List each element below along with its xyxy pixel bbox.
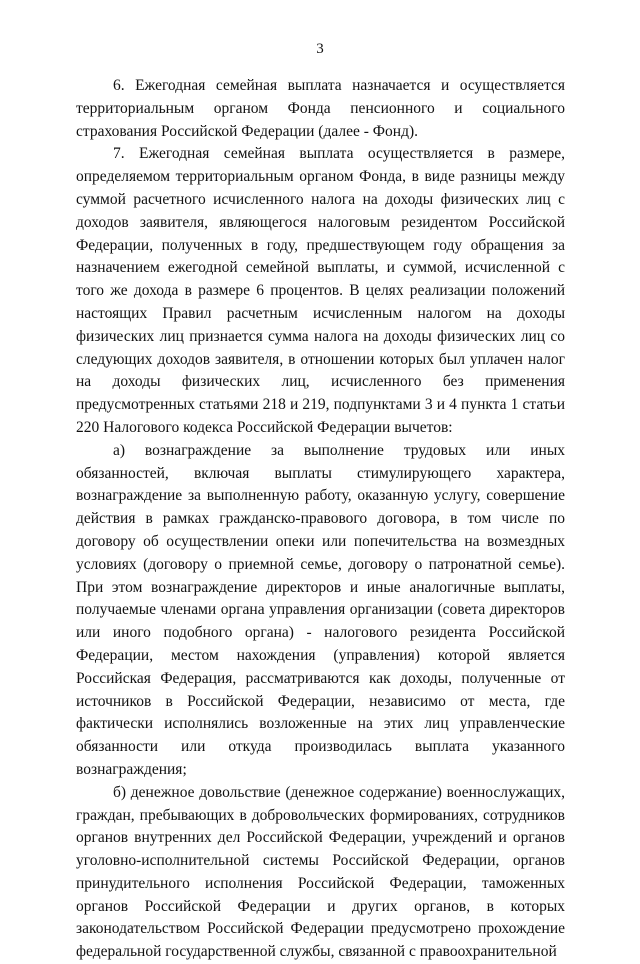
paragraph-7b: б) денежное довольствие (денежное содержание) военнослужащих, граждан, пребывающих в добровольческих формированиях, сотрудников органов внутренних дел Российской Федерации, учреждений и органов уголовно-исполнительной системы Российской Федерации, органов принудительного исполнения Российской Федерации, таможенных органов Российской Федерации и других органов, в которых законодательством Российской Федерации предусмотрено прохождение федеральной государственной службы, связанной с правоохранительной: [76, 783, 565, 961]
paragraph-7a: а) вознаграждение за выполнение трудовых или иных обязанностей, включая выплаты стимулирующего характера, вознаграждение за выполненную работу, оказанную услугу, совершение действия в рамках гражданско-правового договора, в том числе по договору об осуществлении опеки или попечительства на возмездных условиях (договору о приемной семье, договору о патронатной семье). При этом вознаграждение директоров и иные аналогичные выплаты, получаемые членами органа управления организации (совета директоров или иного подобного органа) - налогового резидента Российской Федерации, местом нахождения (управления) которой является Российская Федерация, рассматриваются как доходы, полученные от источников в Российской Федерации, независимо от места, где фактически исполнялись возложенные на этих лиц управленческие обязанности или откуда производилась выплата указанного вознаграждения;: [76, 441, 565, 778]
page-number: 3: [316, 41, 324, 57]
paragraph-7: 7. Ежегодная семейная выплата осуществляется в размере, определяемом территориальным органом Фонда, в виде разницы между суммой расчетного исчисленного налога на доходы физических лиц с доходов заявителя, являющегося налоговым резидентом Российской Федерации, полученных в году, предшествующем году обращения за назначением ежегодной семейной выплаты, и суммой, исчисленной с того же дохода в размере 6 процентов. В целях реализации положений настоящих Правил расчетным исчисленным налогом на доходы физических лиц признается сумма налога на доходы физических лиц со следующих доходов заявителя, в отношении которых был уплачен налог на доходы физических лиц, исчисленного без применения предусмотренных статьями 218 и 219, подпунктами 3 и 4 пункта 1 статьи 220 Налогового кодекса Российской Федерации вычетов:: [76, 145, 565, 436]
document-body: [76, 75, 565, 964]
paragraph-6: 6. Ежегодная семейная выплата назначается и осуществляется территориальным органом Фонда пенсионного и социального страхования Российской Федерации (далее - Фонд).: [76, 77, 565, 140]
